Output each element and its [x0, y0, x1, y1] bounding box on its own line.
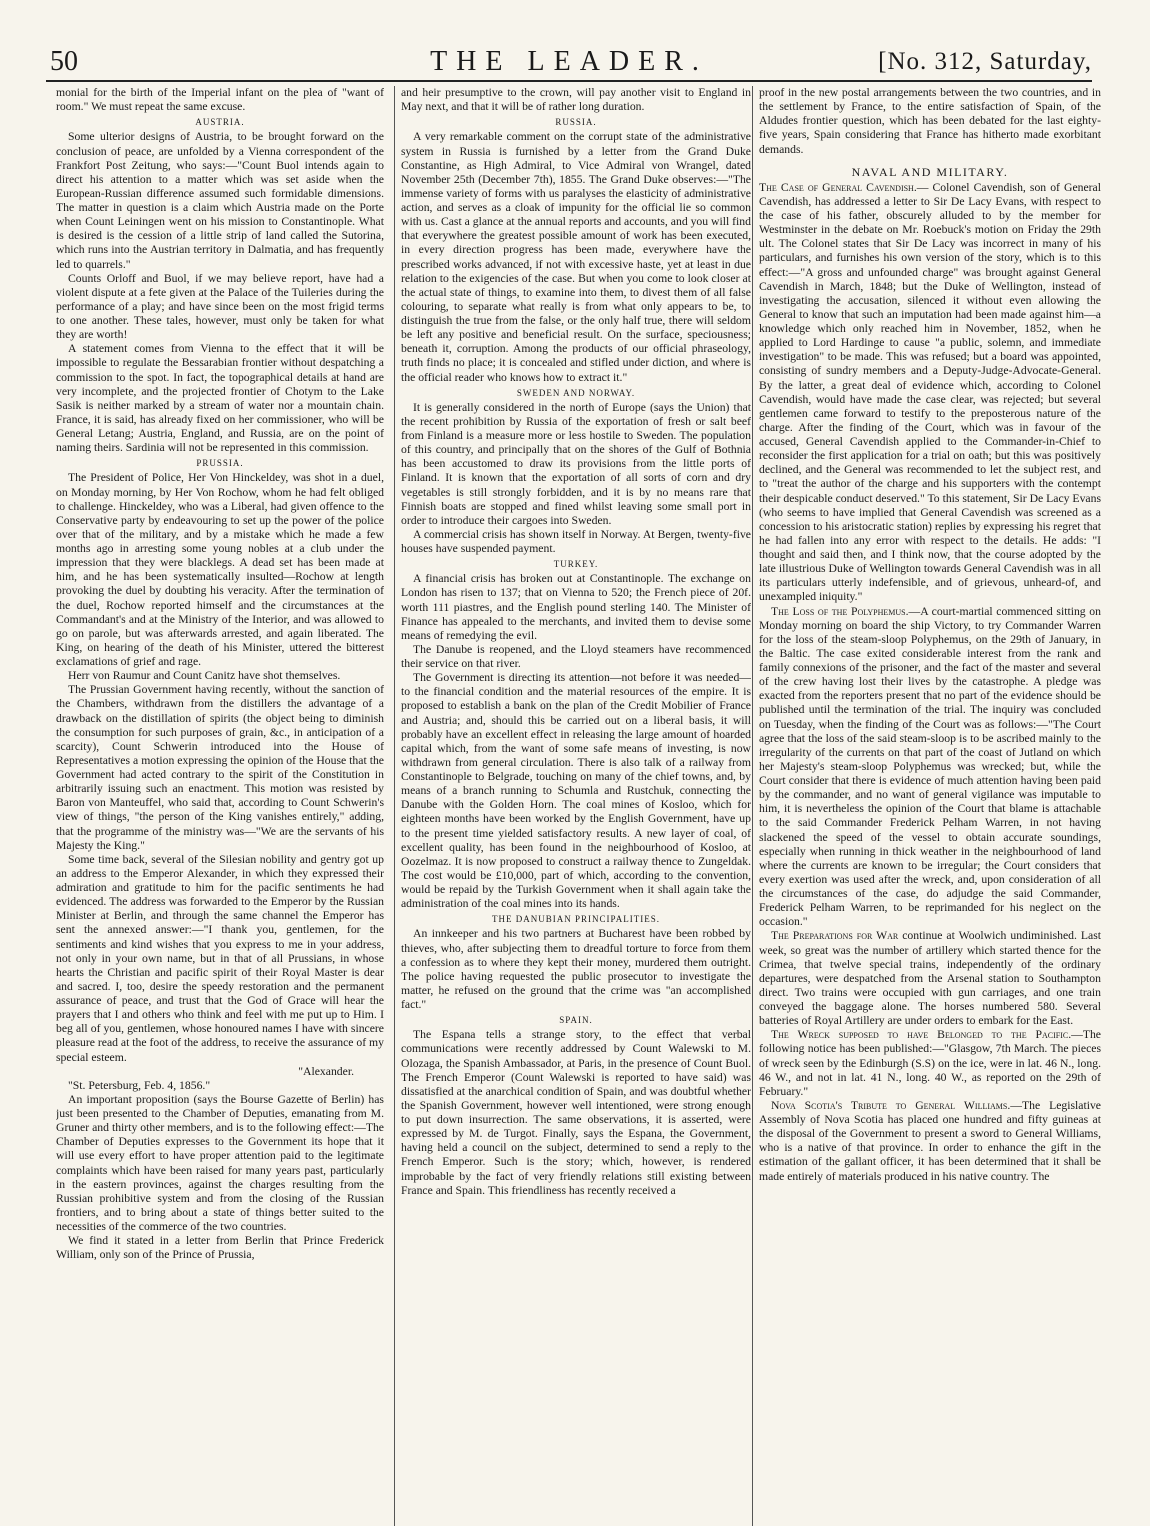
paper-title: THE LEADER. [430, 46, 708, 77]
paragraph: A financial crisis has broken out at Constantinople. The exchange on London has risen to 137; that on Vienna to 520; the French piece of 20f. worth 111 piastres, and the English pound sterling 140. The Minister of Finance has appealed to the merchants, and invited them to devise some means of remedying the evil. [401, 572, 751, 642]
paragraph: Counts Orloff and Buol, if we may believe report, have had a violent dispute at a fete given at the Palace of the Tuileries during the performance of a play; and have since been on the most frigid terms to one another. These tales, however, must only be taken for what they are worth! [56, 271, 384, 342]
paragraph: The Wreck supposed to have Belonged to the Pacific.—The following notice has been published:—"Glasgow, 7th March. The pieces of wreck seen by the Edinburgh (S.S) on the ice, were in lat. 46 N., long. 46 W., and not in lat. 41 N., long. 40 W., as reported on the 29th of February." [759, 1028, 1101, 1098]
paragraph: The Espana tells a strange story, to the effect that verbal communications were recently addressed by Count Walewski to M. Olozaga, the Spanish Ambassador, at Paris, in the presence of Count Buol. The French Emperor (Count Walewski is reported to have said) was dissatisfied at the anarchical condition of Spain, and was doubtful whether the Spanish Government, however well intentioned, were strong enough to put down insurrection. The same observations, it is asserted, were expressed by M. de Turgot. Finally, says the Espana, the Government, having held a council on the subject, determined to send a reply to the French Emperor. Such is the story; which, however, is rendered improbable by the fact of very friendly relations still existing between France and Spain. This friendliness has recently received a [401, 1028, 751, 1197]
paragraph: A very remarkable comment on the corrupt state of the administrative system in Russia is furnished by a letter from the Grand Duke Constantine, as High Admiral, to Vice Admiral von Wrangel, dated November 25th (December 7th), 1855. The Grand Duke observes:—"The immense variety of forms with us paralyses the elasticity of administrative action, and serves as a cloak of impunity for the official lie so common with us. Cast a glance at the annual reports and accounts, and you will find that everywhere the greatest possible amount of work has been executed, in every direction progress has been made, everywhere have the prescribed works advanced, if not with excessive haste, yet at least in due relation to the exigencies of the case. But when you come to look closer at the actual state of things, to examine into them, to divest them of all false colouring, to separate what really is from what only appears to be, to distinguish the true from the false, or the only half true, there will seldom be left any positive and beneficial result. On the surface, speciousness; beneath it, corruption. Among the products of our official phraseology, truth finds no place; it is concealed and stifled under diction, and where is the official reader who knows how to extract it." [401, 130, 751, 384]
paragraph: Some time back, several of the Silesian nobility and gentry got up an address to the Emperor Alexander, in which they expressed their admiration and gratitude to him for the pacific sentiments he had evidenced. The address was forwarded to the Emperor by the Russian Minister at Berlin, and through the same channel the Emperor has sent the annexed answer:—"I thank you, gentlemen, for the sentiments and kind wishes that you express to me in your address, not only in your own name, but in that of all Prussians, in whose hearts the Christian and pacific spirit of their Royal Master is dear and sacred. I, too, desire the speedy restoration and the permanent assurance of peace, and trust that the God of Grace will hear the prayers that I and others who think and feel with me put up to Him. I beg all of you, gentlemen, whose honoured names I have with sincere pleasure read at the foot of the address, to receive the assurance of my special esteem. [56, 852, 384, 1064]
column-1 [56, 86, 384, 1526]
section-heading: SPAIN. [559, 1015, 593, 1026]
paragraph: An important proposition (says the Bourse Gazette of Berlin) has just been presented to the Chamber of Deputies, emanating from M. Gruner and thirty other members, and is to the following effect:—The Chamber of Deputies expresses to the Government its hope that it will use every effort to have proper attention paid to the legitimate complaints which have been raised for many years past, particularly in the eastern provinces, against the charges resulting from the Russian prohibitive system and from the closing of the Russian frontiers, and to bring about a state of things better suited to the necessities of the commerce of the two countries. [56, 1092, 384, 1233]
section-heading-large: NAVAL AND MILITARY. [851, 164, 1009, 179]
paragraph-lead: The Preparations for War [771, 929, 899, 943]
paragraph: "St. Petersburg, Feb. 4, 1856." [68, 1078, 211, 1092]
paragraph: Herr von Raumur and Count Canitz have shot themselves. [68, 669, 341, 683]
paragraph: A commercial crisis has shown itself in Norway. At Bergen, twenty-five houses have suspended payment. [401, 527, 751, 555]
paragraph: and heir presumptive to the crown, will pay another visit to England in May next, and that it will be of rather long duration. [401, 86, 751, 114]
paragraph: We find it stated in a letter from Berlin that Prince Frederick William, only son of the Prince of Prussia, [56, 1234, 384, 1262]
masthead [46, 44, 1092, 82]
paragraph: proof in the new postal arrangements between the two countries, and in the settlement by France, to the entire satisfaction of Spain, of the Aldudes frontier question, which has been debated for the last eighty-five years, Spain considering that France has hitherto made exorbitant demands. [759, 86, 1101, 156]
issue-label: [No. 312, Saturday, [878, 48, 1092, 75]
paragraph: It is generally considered in the north of Europe (says the Union) that the recent prohibition by Russia of the exportation of fresh or salt beef from Finland is a measure more or less hostile to Sweden. The population of this country, and principally that on the shores of the Gulf of Bothnia has been accustomed to draw its provisions from the little ports of Finland. It is known that the exportation of all sorts of corn and dry vegetables is still strongly forbidden, and it is by no means rare that Finnish boats are stopped and fined whilst leaving some small port in order to introduce their cargoes into Sweden. [401, 400, 751, 527]
paragraph: The Prussian Government having recently, without the sanction of the Chambers, withdrawn from the distillers the advantage of a drawback on the distillation of spirits (the object being to diminish the consumption for such purposes of grain, &c., in anticipation of a scarcity), Count Schwerin introduced into the House of Representatives a motion expressing the opinion of the House that the Government had acted contrary to the spirit of the Constitution in arbitrarily issuing such an enactment. This motion was resisted by Baron von Manteuffel, who said that, according to Count Schwerin's view of things, "the person of the King vanishes entirely," adding, that the programme of the ministry was—"We are the servants of his Majesty the King." [56, 683, 384, 852]
signature: "Alexander. [298, 1064, 354, 1078]
page-number: 50 [50, 46, 78, 77]
column-3 [752, 86, 1101, 1526]
paragraph-lead: The Loss of the Polyphemus. [771, 604, 909, 618]
section-heading: PRUSSIA. [196, 458, 244, 469]
section-heading: AUSTRIA. [195, 117, 245, 128]
section-heading: RUSSIA. [555, 117, 597, 128]
paragraph: Nova Scotia's Tribute to General Williams.—The Legislative Assembly of Nova Scotia has placed one hundred and fifty guineas at the disposal of the Government to present a sword to General Williams, who is a native of that province. In order to enhance the gift in the estimation of the gallant officer, it has been determined that it shall be made entirely of materials produced in his native country. The [759, 1098, 1101, 1183]
paragraph: The Preparations for War continue at Woolwich undiminished. Last week, so great was the number of artillery which started thence for the Crimea, that twelve special trains, independently of the ordinary departures, were despatched from the Arsenal station to Southampton direct. Two trains were occupied with gun carriages, and one train conveyed the baggage alone. The horses numbered 580. Several batteries of Royal Artillery are under orders to embark for the East. [759, 929, 1101, 1028]
section-heading: TURKEY. [553, 559, 599, 570]
paragraph: monial for the birth of the Imperial infant on the plea of "want of room." We must repeat the same excuse. [56, 86, 384, 114]
paragraph: Some ulterior designs of Austria, to be brought forward on the conclusion of peace, are unfolded by a Vienna correspondent of the Frankfort Post Zeitung, who says:—"Count Buol intends again to direct his attention to a matter which was set aside when the European-Russian difference assumed such formidable dimensions. The matter in question is a claim which Austria made on the Porte when Count Leiningen went on his mission to Constantinople. What is desired is the cession of a little strip of land called the Sutorina, which runs into the Austrian territory in Dalmatia, and has frequently led to quarrels." [56, 130, 384, 271]
column-2 [394, 86, 751, 1526]
paragraph: The Danube is reopened, and the Lloyd steamers have recommenced their service on that river. [401, 642, 751, 670]
paragraph: A statement comes from Vienna to the effect that it will be impossible to regulate the Bessarabian frontier without despatching a commission to the spot. In fact, the topographical details at hand are very incomplete, and the projected frontier of Chotym to the Lake Sasik is neither marked by a stream of water nor a mountain chain. France, it is said, has already fixed on her commissioner, who will be General Letang; Austria, England, and Russia, are on the point of naming theirs. Sardinia will not be represented in this commission. [56, 342, 384, 455]
paragraph-lead: Nova Scotia's Tribute to General Williams. [771, 1098, 1011, 1112]
paragraph-lead: The Wreck supposed to have Belonged to the Pacific. [771, 1028, 1072, 1042]
section-heading: SWEDEN AND NORWAY. [516, 387, 636, 398]
paragraph-lead: The Case of General Cavendish. [759, 180, 917, 194]
paragraph: The Government is directing its attention—not before it was needed—to the financial condition and the material resources of the empire. It is proposed to establish a bank on the plan of the Credit Mobilier of France and Austria; and, should this be carried out on a liberal basis, it will probably have an excellent effect in releasing the large amount of hoarded capital which, from the want of some safe means of investing, is now withdrawn from general circulation. There is also talk of a railway from Constantinople to Belgrade, touching on many of the chief towns, and, by means of a branch running to Schumla and Rustchuk, connecting the Danube with the Golden Horn. The coal mines of Kosloo, which for eighteen months have been worked by the English Government, have up to the present time yielded satisfactory results. A new layer of coal, of excellent quality, has been found in the neighbourhood of Kosloo, at Oozelmaz. It is now proposed to construct a railway thence to Zungeldak. The cost would be £10,000, part of which, according to the convention, would be repaid by the Turkish Government when it shall again take the administration of the coal mines into its hands. [401, 671, 751, 911]
paragraph: The Case of General Cavendish.— Colonel Cavendish, son of General Cavendish, has addressed a letter to Sir De Lacy Evans, with respect to the case of his father, obscurely alluded to by the member for Westminster in the debate on Mr. Roebuck's motion on Friday the 29th ult. The Colonel states that Sir De Lacy was incorrect in many of his particulars, and furnishes his own version of the story, which is to this effect:—"A gross and unfounded charge" was brought against General Cavendish in March, 1848; but the Duke of Wellington, instead of investigating the accusation, silenced it without even allowing the General to know that such an imputation had been made against him—a knowledge which only reached him in November, 1852, when he applied to Lord Hardinge to cause "a public, solemn, and immediate investigation" to be made. This was refused; but a board was appointed, consisting of sundry members and a Deputy-Judge-Advocate-General. By the latter, a great deal of evidence which, according to Colonel Cavendish, would have made the case clear, was rejected; but several gentlemen came forward to testify to the preposterous nature of the charge. After the finding of the Court, which was in favour of the accused, General Cavendish applied to the Commander-in-Chief to reconsider the first application for a trial on oath; but this was positively declined, and the General was recommended to let the subject rest, and to "treat the author of the charge and his supporters with the contempt their despicable conduct deserved." To this statement, Sir De Lacy Evans (who seems to have implied that General Cavendish was screened as a concession to his aristocratic station) replies by expressing his regret that he had fallen into any error with respect to the details. He adds: "I thought and said then, and I think now, that the course adopted by the late illustrious Duke of Wellington towards General Cavendish was in all its particulars utterly indefensible, and of grievous, unheard-of, and unexampled iniquity." [759, 180, 1101, 604]
paragraph: The President of Police, Her Von Hinckeldey, was shot in a duel, on Monday morning, by Her Von Rochow, whom he had felt obliged to challenge. Hinckeldey, who was a Liberal, had given offence to the Conservative party by endeavouring to set up the power of the police over that of the military, and by a mistake which he made a few months ago in arresting some young nobles at a club under the impression that they were blacklegs. A dead set has been made at him, and he has been systematically insulted—Rochow at length provoking the duel by doubting his veracity. After the termination of the duel, Rochow reported himself and the circumstances at the Commandant's and at the Ministry of the Interior, and was allowed to go on parole, but was afterwards arrested, and again liberated. The King, on hearing of the death of his Minister, uttered the bitterest exclamations of grief and rage. [56, 471, 384, 668]
section-heading: THE DANUBIAN PRINCIPALITIES. [492, 914, 660, 925]
paragraph: An innkeeper and his two partners at Bucharest have been robbed by thieves, who, after subjecting them to dreadful torture to force from them a confession as to where they kept their money, murdered them outright. The police having requested the public prosecutor to investigate the matter, he refused on the ground that the crime was "an accomplished fact." [401, 927, 751, 1011]
paragraph: The Loss of the Polyphemus.—A court-martial commenced sitting on Monday morning on board the ship Victory, to try Commander Warren for the loss of the steam-sloop Polyphemus, on the 29th of January, in the Baltic. The case exited considerable interest from the rank and family connexions of the prisoner, and the fact of the master and several of the crew having lost their lives by the catastrophe. A pledge was exacted from the reporters present that no part of the evidence should be published until the termination of the trial. The inquiry was concluded on Tuesday, when the finding of the Court was as follows:—"The Court agree that the loss of the said steam-sloop is to be ascribed mainly to the irregularity of the currents on that part of the coast of Jutland on which her Majesty's steam-sloop Polyphemus was wrecked; but, while the Court consider that there is evidence of much attention having been paid by the commander, and no want of general vigilance was imputable to him, it is nevertheless the opinion of the Court that blame is attachable to the said Commander Frederick Pelham Warren, in not having slackened the speed of the vessel to obtain accurate soundings, especially when running in thick weather in the neighbourhood of land where the currents are known to be irregular; the Court considers that every exertion was used after the wreck, and, upon consideration of all the circumstances of the case, do adjudge the said Commander, Frederick Pelham Warren, to be reprimanded for his neglect on the occasion." [759, 604, 1101, 929]
